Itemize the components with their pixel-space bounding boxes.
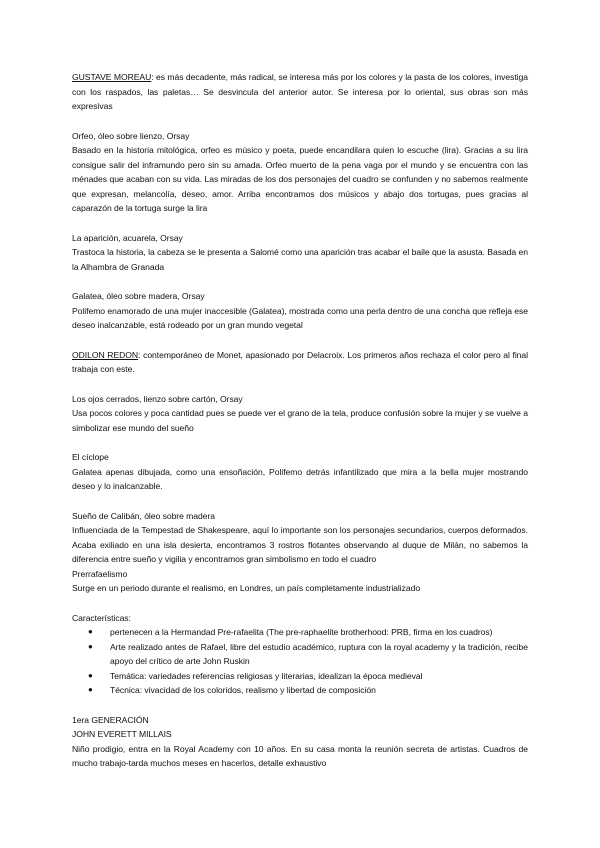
redon-name: ODILON REDON: [72, 349, 139, 360]
caliban-text: Influenciada de la Tempestad de Shakespeare, aquí lo importante son los personajes secundarios, cuerpos deformados. Acaba exiliado en una isla desierta, encontramos 3 rostros flotantes observando al duque de Milán, no sabemos la diferencia entre sueño y vigilia y encontramos gran simbolismo en todo el cuadro: [72, 525, 528, 564]
bullet-icon: ●: [88, 670, 93, 680]
millais-text: Niño prodigio, entra en la Royal Academy con 10 años. En su casa monta la reunión secreta de artistas. Cuadros de mucho trabajo-tarda muchos meses en hacerlos, detalle exhaustivo: [72, 743, 528, 768]
caracteristicas-list: [72, 625, 528, 698]
ojos-title: Los ojos cerrados, lienzo sobre cartón, Orsay: [72, 393, 243, 404]
redon-text: : contemporáneo de Monet, apasionado por Delacroix. Los primeros años rechaza el color pero al final trabaja con este.: [72, 349, 528, 374]
prerrafaelismo-title: Prerrafaelismo: [72, 568, 128, 579]
galatea-title: Galatea, óleo sobre madera, Orsay: [72, 291, 205, 301]
generacion-title: 1era GENERACIÓN: [72, 714, 149, 725]
list-item: ● Temática: variedades referencias religiosas y literarias, idealizan la época medieval: [86, 669, 528, 684]
bullet-icon: ●: [88, 627, 93, 636]
moreau-text: : es más decadente, más radical, se interesa más por los colores y la pasta de los colores, investiga con los raspados, las paletas… Se desvincula del anterior autor. Se interesa por lo oriental, sus obras son más expresivas: [72, 72, 528, 111]
moreau-paragraph: [72, 70, 528, 114]
redon-paragraph: [72, 348, 528, 377]
moreau-name: GUSTAVE MOREAU: [72, 72, 152, 82]
caracteristicas-title: Características:: [72, 612, 131, 623]
galatea-text: Polifemo enamorado de una mujer inaccesible (Galatea), mostrada como una perla dentro de una concha que refleja ese deseo inalcanzable, está rodeado por un gran mundo vegetal: [72, 305, 528, 330]
document-page: [72, 70, 528, 771]
aparicion-title: La aparición, acuarela, Orsay: [72, 232, 183, 243]
prerrafaelismo-text: Surge en un periodo durante el realismo, en Londres, un país completamente industrializado: [72, 583, 421, 593]
list-item: ● pertenecen a la Hermandad Pre-rafaelita (The pre-raphaelite brotherhood: PRB, firma en los cuadros): [86, 625, 528, 640]
orfeo-title: Orfeo, óleo sobre lienzo, Orsay: [72, 130, 190, 141]
millais-name: JOHN EVERETT MILLAIS: [72, 729, 172, 739]
list-item: ● Técnica: vivacidad de los coloridos, realismo y libertad de composición: [86, 683, 528, 698]
orfeo-text: Basado en la historia mitológica, orfeo es músico y poeta, puede encandilara quien lo escuche (lira). Gracias a su lira consigue salir del inframundo pero sin su amada. Orfeo muerto de la pena vaga por el mundo y se encuentra con las ménades que acaban con su vida. Las miradas de los dos personajes del cuadro se confunden y no sabemos realmente que expresan, melancolía, deseo, amor. Arriba encontramos dos músicos y abajo dos tortugas, pues gracias al caparazón de la tortuga surge la lira: [72, 145, 528, 213]
caliban-title: Sueño de Calibán, óleo sobre madera: [72, 510, 216, 521]
ciclope-text: Galatea apenas dibujada, como una ensoñación, Polifemo detrás infantilizado que mira a la bella mujer mostrando deseo y lo inalcanzable.: [72, 466, 528, 491]
list-item: ● Arte realizado antes de Rafael, libre del estudio académico, ruptura con la royal academy y la tradición, recibe apoyo del crítico de arte John Ruskin: [88, 641, 528, 666]
bullet-icon: ●: [88, 685, 93, 694]
ciclope-title: El cíclope: [72, 452, 109, 462]
bullet-icon: ●: [88, 641, 93, 651]
ojos-text: Usa pocos colores y poca cantidad pues se puede ver el grano de la tela, produce confusión sobre la mujer y se vuelve a simbolizar ese mundo del sueño: [72, 408, 528, 433]
aparicion-text: Trastoca la historia, la cabeza se le presenta a Salomé como una aparición tras acabar el baile que la asusta. Basada en la Alhambra de Granada: [72, 247, 528, 272]
